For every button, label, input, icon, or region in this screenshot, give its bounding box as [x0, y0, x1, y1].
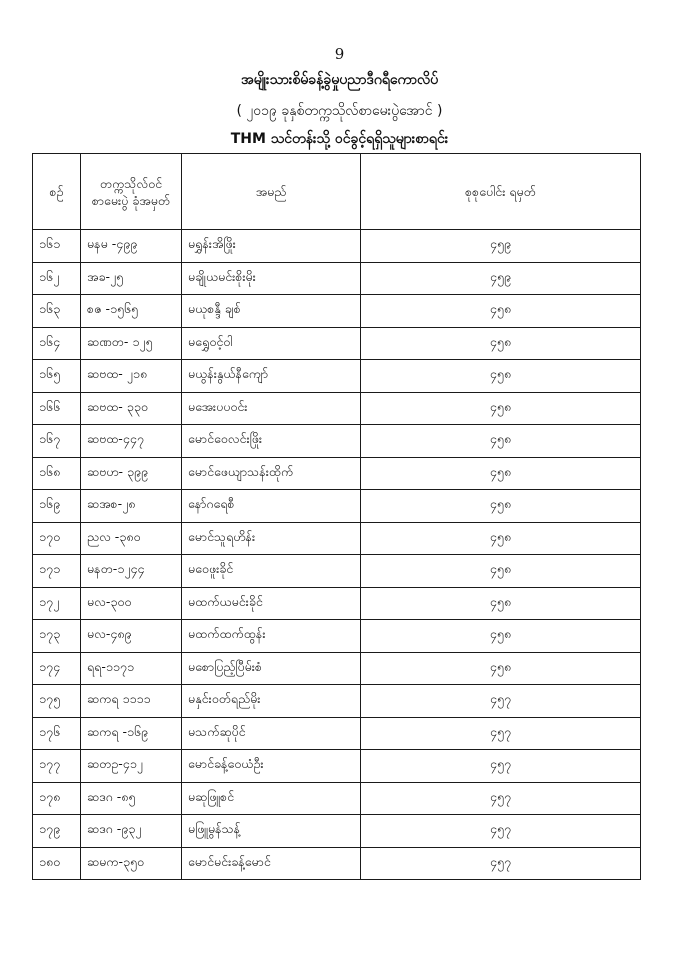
- header-name: အမည်: [182, 154, 361, 230]
- cell-total-marks: ၄၅၈: [361, 620, 641, 653]
- cell-total-marks: ၄၅၇: [361, 717, 641, 750]
- table-row: [33, 750, 641, 783]
- cell-total-marks: ၄၅၇: [361, 750, 641, 783]
- cell-name: မရွှေဝင့်ဝါ: [182, 327, 361, 360]
- cell-serial-number: ၁၇၂: [33, 587, 81, 620]
- cell-name: မချိုယမင်းစိုးမိုး: [182, 262, 361, 295]
- cell-roll-number: မနမ -၄၉၉: [81, 230, 182, 263]
- cell-total-marks: ၄၅၈: [361, 587, 641, 620]
- heading-subtitle: ( ၂၀၁၉ ခုနှစ်တက္ကသိုလ်စာမေးပွဲအောင် ): [236, 103, 443, 119]
- header-serial-number: စဉ်: [33, 154, 81, 230]
- cell-name: မဝေဖူးခိုင်: [182, 555, 361, 588]
- cell-total-marks: ၄၅၈: [361, 425, 641, 458]
- table-row: [33, 717, 641, 750]
- cell-roll-number: ဆမက-၃၅၀: [81, 847, 182, 880]
- cell-serial-number: ၁၇၇: [33, 750, 81, 783]
- table-row: [33, 392, 641, 425]
- cell-serial-number: ၁၆၆: [33, 392, 81, 425]
- cell-roll-number: ဆတဥ-၄၁၂: [81, 750, 182, 783]
- cell-name: နော်ဂရေစီ: [182, 490, 361, 523]
- cell-roll-number: စဇ -၁၅၆၅: [81, 295, 182, 328]
- cell-roll-number: ဆဗဟ- ၃၉၉: [81, 457, 182, 490]
- cell-name: မရွှန်းအိဖြိုး: [182, 230, 361, 263]
- cell-name: မနှင်းဝတ်ရည်မိုး: [182, 685, 361, 718]
- table-row: [33, 555, 641, 588]
- table-row: [33, 652, 641, 685]
- table-row: [33, 262, 641, 295]
- table-row: [33, 782, 641, 815]
- cell-roll-number: မလ-၄၈၉: [81, 620, 182, 653]
- cell-total-marks: ၄၅၈: [361, 295, 641, 328]
- cell-total-marks: ၄၅၈: [361, 360, 641, 393]
- cell-roll-number: ဆဗထ- ၂၁၈: [81, 360, 182, 393]
- cell-total-marks: ၄၅၇: [361, 815, 641, 848]
- header-total-marks: စုစုပေါင်း ရမှတ်: [361, 154, 641, 230]
- table-row: [33, 425, 641, 458]
- table-row: [33, 620, 641, 653]
- cell-roll-number: ရရ-၁၁၇၁: [81, 652, 182, 685]
- cell-serial-number: ၁၆၃: [33, 295, 81, 328]
- cell-serial-number: ၁၇၃: [33, 620, 81, 653]
- cell-total-marks: ၄၅၈: [361, 555, 641, 588]
- cell-total-marks: ၄၅၉: [361, 230, 641, 263]
- table-row: [33, 522, 641, 555]
- table-row: [33, 847, 641, 880]
- table-row: [33, 457, 641, 490]
- cell-serial-number: ၁၇၈: [33, 782, 81, 815]
- cell-roll-number: ဆအစ-၂၈: [81, 490, 182, 523]
- cell-serial-number: ၁၇၆: [33, 717, 81, 750]
- table-row: [33, 490, 641, 523]
- cell-roll-number: ဆဒဂ -၉၃၂: [81, 815, 182, 848]
- cell-serial-number: ၁၇၉: [33, 815, 81, 848]
- table-header-row: [33, 154, 641, 230]
- cell-serial-number: ၁၆၄: [33, 327, 81, 360]
- cell-total-marks: ၄၅၉: [361, 262, 641, 295]
- cell-roll-number: ဆဏတ- ၁၂၅: [81, 327, 182, 360]
- cell-roll-number: အခ-၂၅: [81, 262, 182, 295]
- table-row: [33, 815, 641, 848]
- cell-name: မဆုဖြူစင်: [182, 782, 361, 815]
- cell-total-marks: ၄၅၈: [361, 392, 641, 425]
- cell-serial-number: ၁၇၁: [33, 555, 81, 588]
- cell-name: မယွန်းနွယ်နီကျော်: [182, 360, 361, 393]
- cell-total-marks: ၄၅၈: [361, 522, 641, 555]
- cell-serial-number: ၁၆၇: [33, 425, 81, 458]
- cell-serial-number: ၁၇၀: [33, 522, 81, 555]
- cell-serial-number: ၁၇၄: [33, 652, 81, 685]
- cell-roll-number: ဆကရ ၁၁၁၁: [81, 685, 182, 718]
- cell-serial-number: ၁၆၅: [33, 360, 81, 393]
- cell-total-marks: ၄၅၇: [361, 782, 641, 815]
- table-row: [33, 295, 641, 328]
- cell-roll-number: မလ-၃၀၀: [81, 587, 182, 620]
- cell-name: မောင်သူရဟိန်း: [182, 522, 361, 555]
- cell-serial-number: ၁၆၈: [33, 457, 81, 490]
- cell-roll-number: ဆဗထ-၄၄၇: [81, 425, 182, 458]
- cell-roll-number: ဆကရ -၁၆၉: [81, 717, 182, 750]
- cell-roll-number: ဆဒဂ -၈၅: [81, 782, 182, 815]
- table-body: [33, 230, 641, 880]
- cell-total-marks: ၄၅၇: [361, 847, 641, 880]
- table-row: [33, 230, 641, 263]
- cell-name: မထက်ယမင်းခိုင်: [182, 587, 361, 620]
- results-table: [32, 153, 641, 880]
- table-row: [33, 685, 641, 718]
- cell-serial-number: ၁၆၂: [33, 262, 81, 295]
- cell-name: မအေးပပဝင်း: [182, 392, 361, 425]
- cell-name: မသက်ဆုပိုင်: [182, 717, 361, 750]
- cell-serial-number: ၁၇၅: [33, 685, 81, 718]
- cell-name: မောင်ဖေယျာသန်းထိုက်: [182, 457, 361, 490]
- cell-serial-number: ၁၈၀: [33, 847, 81, 880]
- cell-serial-number: ၁၆၉: [33, 490, 81, 523]
- heading-list-title: THM သင်တန်းသို့ ဝင်ခွင့်ရရှိသူများစာရင်း: [230, 131, 449, 147]
- cell-total-marks: ၄၅၈: [361, 457, 641, 490]
- cell-roll-number: ညလ -၃၈၀: [81, 522, 182, 555]
- table-row: [33, 360, 641, 393]
- cell-roll-number: မနတ-၁၂၄၄: [81, 555, 182, 588]
- cell-name: မောင်ဝေလင်းဖြိုး: [182, 425, 361, 458]
- cell-name: မောင်ခန့်ဝေယံဦး: [182, 750, 361, 783]
- cell-name: မစောပြည့်ပြီမ်းစံ: [182, 652, 361, 685]
- cell-total-marks: ၄၅၇: [361, 685, 641, 718]
- heading-title: အမျိုးသားစိမ်ခန့်ခွဲမှုပညာဒီဂရီကောလိပ်: [240, 72, 439, 88]
- cell-name: မယုစန္ဒီ ချစ်: [182, 295, 361, 328]
- cell-total-marks: ၄၅၈: [361, 327, 641, 360]
- cell-serial-number: ၁၆၁: [33, 230, 81, 263]
- header-roll-number: တက္ကသိုလ်ဝင် စာမေးပွဲ ခုံအမှတ်: [81, 154, 182, 230]
- cell-roll-number: ဆဗထ- ၃၃၀: [81, 392, 182, 425]
- cell-name: မောင်မင်းခန့်မောင်: [182, 847, 361, 880]
- page-number: 9: [334, 45, 345, 63]
- cell-total-marks: ၄၅၈: [361, 652, 641, 685]
- table-row: [33, 327, 641, 360]
- table-row: [33, 587, 641, 620]
- cell-total-marks: ၄၅၈: [361, 490, 641, 523]
- cell-name: မဖြူမွန်သန့်: [182, 815, 361, 848]
- cell-name: မထက်ထက်ထွန်း: [182, 620, 361, 653]
